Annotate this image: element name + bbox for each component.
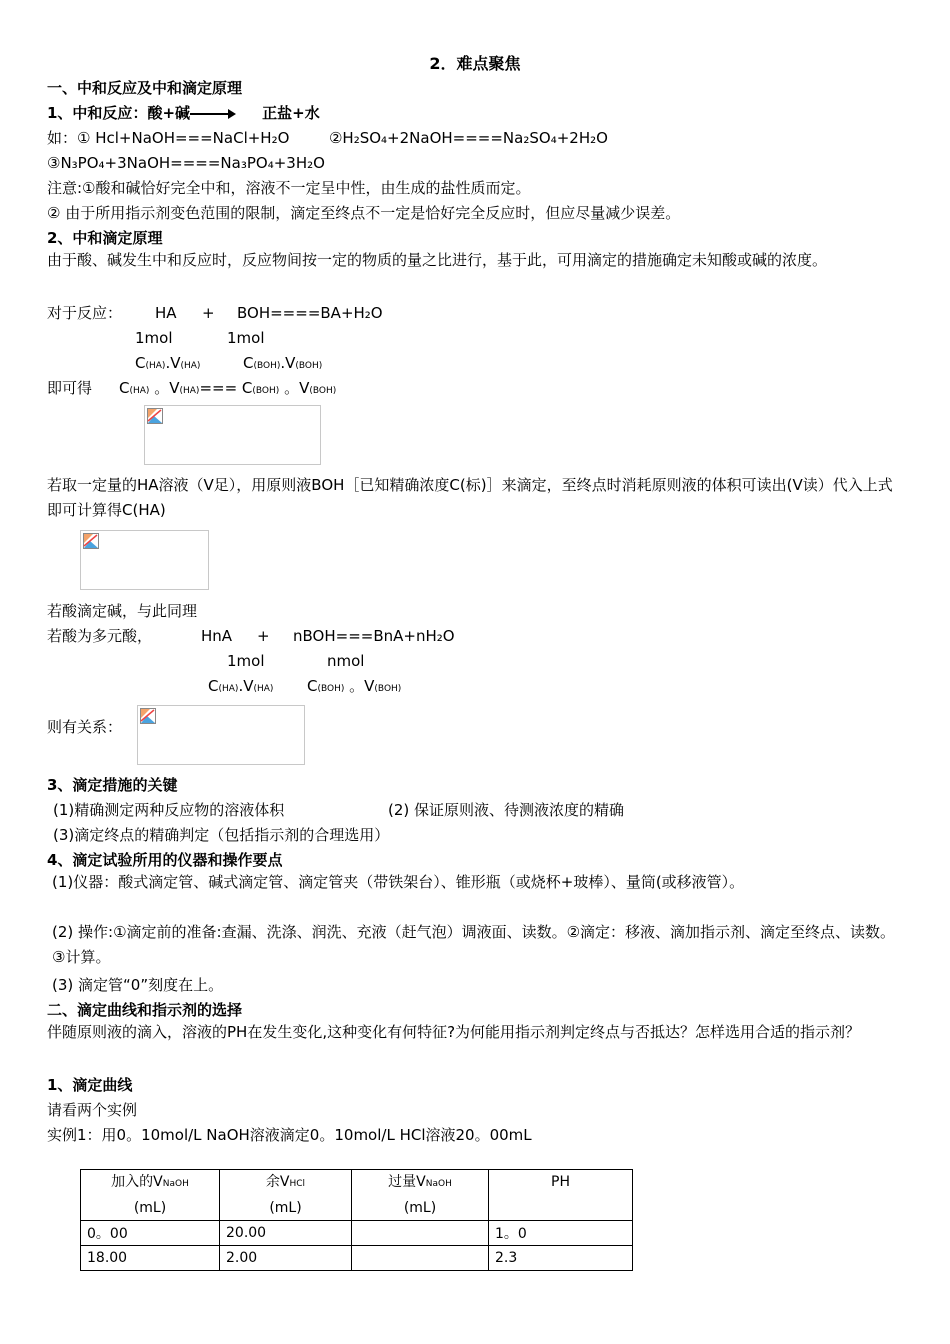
titration-text: 若取一定量的HA溶液（V足），用原则液BOH［已知精确浓度C(标)］来滴定，至终点时消耗原则液的体积可读出(V读）代入上式即可计算得C(HA) — [47, 476, 893, 519]
table-cell — [352, 1246, 489, 1271]
table-cell: 18.00 — [81, 1246, 220, 1271]
table-header: 余VHCl (mL) — [220, 1170, 352, 1221]
reaction-line — [47, 303, 383, 323]
cv-acid: C(HA).V(HA) — [135, 354, 201, 372]
examples-intro: 请看两个实例 — [47, 1101, 138, 1119]
example-line-1 — [47, 128, 608, 148]
zero-mark-note: (3) 滴定管“0”刻度在上。 — [52, 976, 224, 994]
polyacid-mol-acid: 1mol — [227, 652, 265, 670]
operation-text: (2) 操作:①滴定前的准备:查漏、洗涤、润洗、充液（赶气泡）调液面、读数。②滴定：移液、滴加指示剂、滴定至终点、读数。③计算。 — [52, 923, 896, 966]
table-row — [81, 1221, 633, 1246]
note-1: 注意:①酸和碱恰好完全中和，溶液不一定呈中性，由生成的盐性质而定。 — [47, 179, 531, 197]
key-heading: 3、滴定措施的关键 — [47, 776, 178, 794]
broken-image-icon — [147, 408, 163, 424]
curve-heading: 1、滴定曲线 — [47, 1076, 133, 1094]
equation-line — [47, 378, 337, 398]
table-cell: 0。00 — [81, 1221, 220, 1246]
key-2: (2) 保证原则液、待测液浓度的精确 — [388, 801, 625, 819]
polyacid-cv-base: C(BOH) 。V(BOH) — [307, 677, 402, 695]
polyacid-label: 若酸为多元酸， — [47, 627, 153, 645]
reaction-acid: HA — [155, 304, 177, 322]
key-line-1 — [53, 800, 625, 820]
neutralization-rhs: 正盐+水 — [262, 104, 320, 122]
example-1-text: 实例1：用0。10mol/L NaOH溶液滴定0。10mol/L HCl溶液20。00mL — [47, 1126, 532, 1144]
equation-label: 即可得 — [47, 379, 93, 397]
table-header: PH — [489, 1170, 633, 1221]
example-1: 如：① Hcl+NaOH===NaCl+H₂O — [47, 129, 290, 147]
acid-base-note: 若酸滴定碱，与此同理 — [47, 602, 198, 620]
note-2: ② 由于所用指示剂变色范围的限制，滴定至终点不一定是恰好完全反应时，但应尽量减少误差。 — [47, 204, 681, 222]
titration-table — [80, 1169, 633, 1271]
equation: C(HA) 。V(HA)=== C(BOH) 。V(BOH) — [119, 379, 337, 397]
neutralization-heading — [47, 103, 320, 123]
formula-image-3 — [137, 705, 305, 765]
section-2-heading: 二、滴定曲线和指示剂的选择 — [47, 1001, 243, 1019]
section-1-heading: 一、中和反应及中和滴定原理 — [47, 79, 243, 97]
curve-intro: 伴随原则液的滴入，溶液的PH在发生变化,这种变化有何特征?为何能用指示剂判定终点与否抵达？怎样选用合适的指示剂？ — [47, 1023, 861, 1041]
instrument-heading: 4、滴定试验所用的仪器和操作要点 — [47, 851, 283, 869]
table-header: 加入的VNaOH (mL) — [81, 1170, 220, 1221]
table-cell: 1。0 — [489, 1221, 633, 1246]
page-title: 2．难点聚焦 — [429, 54, 521, 73]
polyacid-plus: + — [257, 627, 270, 645]
mol-base: 1mol — [227, 329, 265, 347]
example-2: ②H₂SO₄+2NaOH====Na₂SO₄+2H₂O — [328, 129, 608, 147]
key-3: (3)滴定终点的精确判定（包括指示剂的合理选用） — [53, 826, 390, 844]
polyacid-rhs: nBOH===BnA+nH₂O — [293, 627, 455, 645]
example-3: ③N₃PO₄+3NaOH====Na₃PO₄+3H₂O — [47, 154, 325, 172]
principle-heading: 2、中和滴定原理 — [47, 229, 163, 247]
polyacid-cv-acid: C(HA).V(HA) — [208, 677, 274, 695]
cv-base: C(BOH).V(BOH) — [243, 354, 323, 372]
relation-label: 则有关系： — [47, 718, 123, 736]
table-cell — [352, 1221, 489, 1246]
key-1: (1)精确测定两种反应物的溶液体积 — [53, 801, 285, 819]
reaction-plus: + — [202, 304, 215, 322]
table-cell: 2.3 — [489, 1246, 633, 1271]
table-header: 过量VNaOH (mL) — [352, 1170, 489, 1221]
broken-image-icon — [140, 708, 156, 724]
principle-text: 由于酸、碱发生中和反应时，反应物间按一定的物质的量之比进行，基于此，可用滴定的措施确定未知酸或碱的浓度。 — [47, 251, 828, 269]
polyacid-acid: HnA — [201, 627, 233, 645]
table-row — [81, 1246, 633, 1271]
polyacid-line — [47, 626, 455, 646]
broken-image-icon — [83, 533, 99, 549]
neutralization-lhs: 1、中和反应：酸+碱 — [47, 104, 191, 122]
table-cell: 20.00 — [220, 1221, 352, 1246]
reaction-rhs: BOH====BA+H₂O — [237, 304, 383, 322]
table-cell: 2.00 — [220, 1246, 352, 1271]
reaction-arrow-icon — [190, 109, 236, 119]
polyacid-mol-base: nmol — [327, 652, 365, 670]
reaction-label: 对于反应： — [47, 304, 123, 322]
mol-acid: 1mol — [135, 329, 173, 347]
formula-image-2 — [80, 530, 209, 590]
instrument-text: (1)仪器：酸式滴定管、碱式滴定管、滴定管夹（带铁架台）、锥形瓶（或烧杯+玻棒）、量筒(或移液管）。 — [52, 873, 745, 891]
formula-image-1 — [144, 405, 321, 465]
table-header-row — [81, 1170, 633, 1221]
